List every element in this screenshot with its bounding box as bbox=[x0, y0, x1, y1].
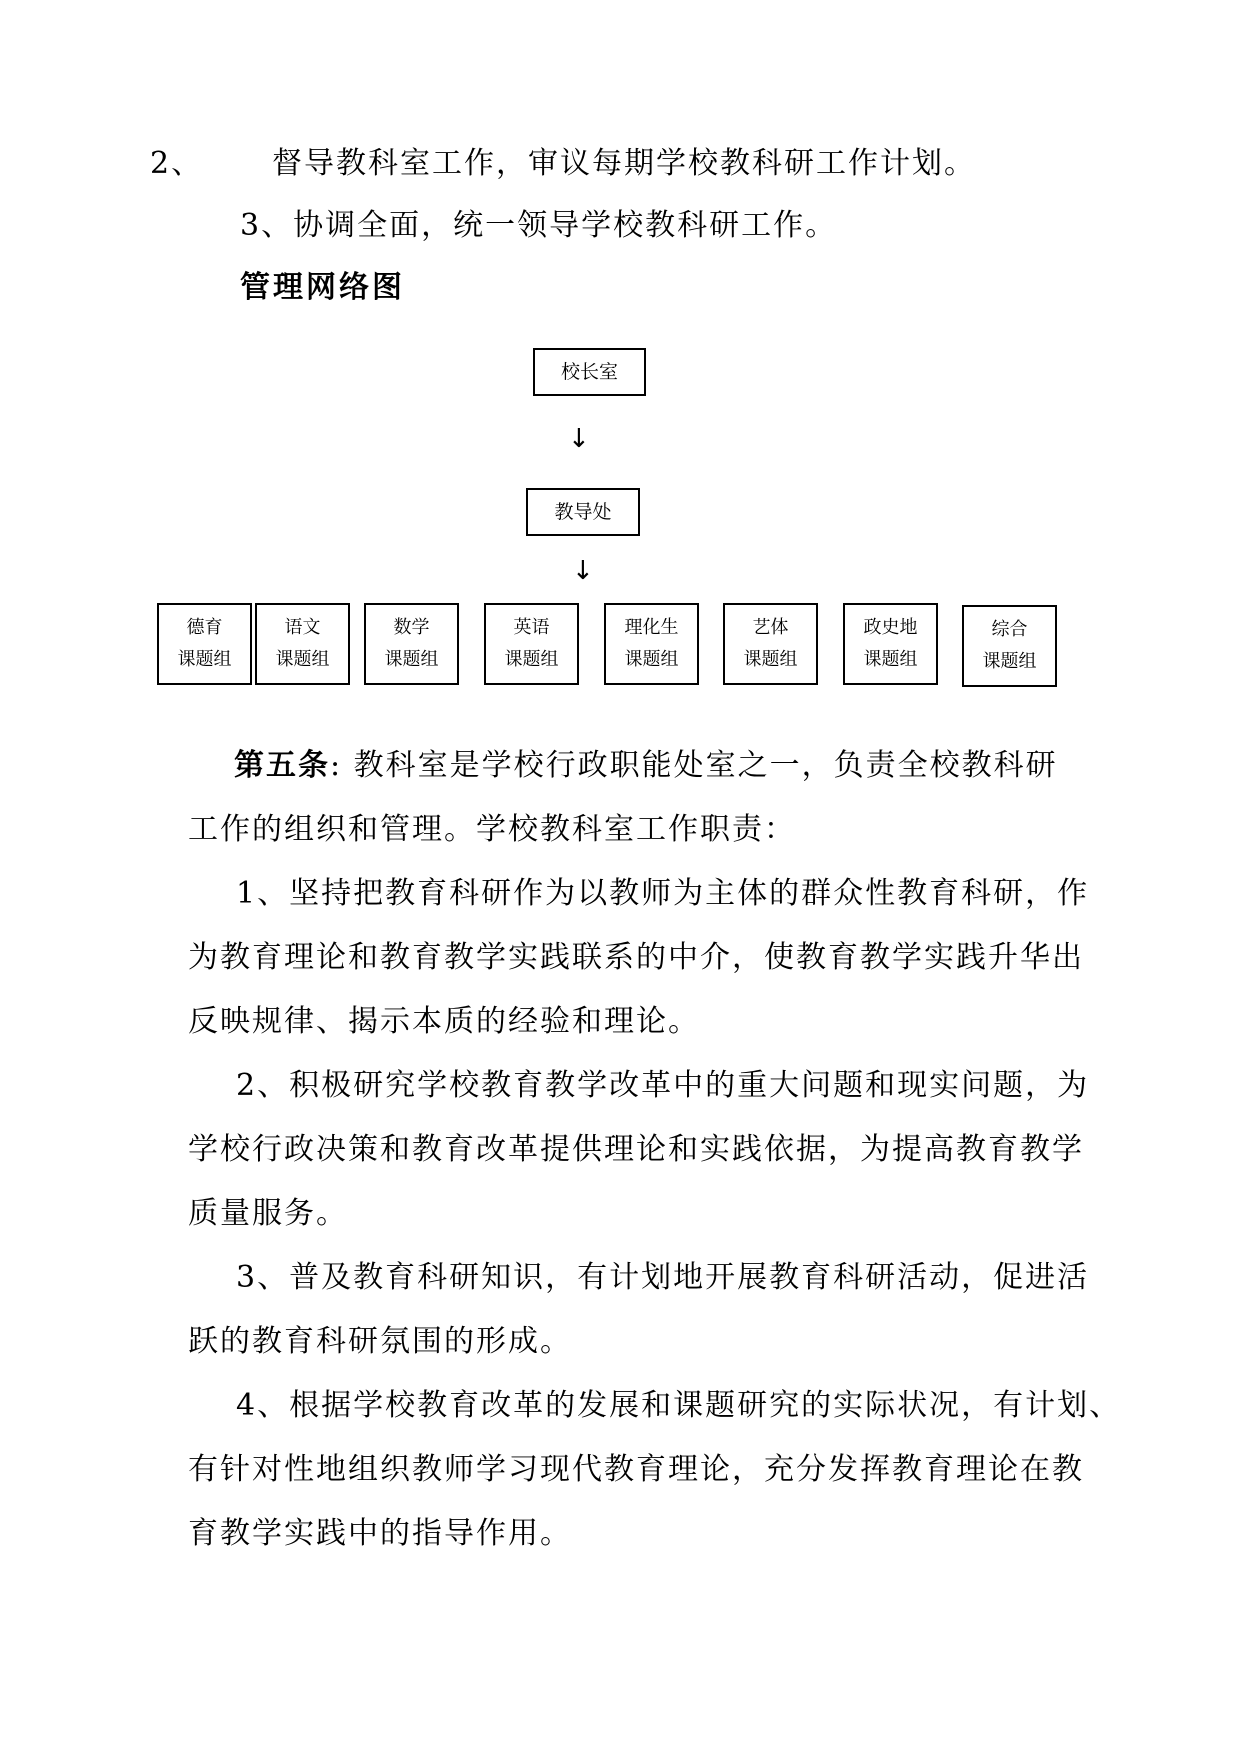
group-node-humanities bbox=[843, 603, 938, 685]
group-subject: 数学 bbox=[393, 617, 430, 638]
group-subject: 艺体 bbox=[752, 617, 789, 638]
group-type: 课题组 bbox=[384, 649, 439, 670]
article5-line-1 bbox=[234, 748, 1058, 784]
group-subject: 英语 bbox=[513, 617, 550, 638]
group-node-math bbox=[364, 603, 459, 685]
item-2-text: 督导教科室工作，审议每期学校教科研工作计划。 bbox=[272, 146, 976, 181]
group-type: 课题组 bbox=[504, 649, 559, 670]
network-heading: 管理网络图 bbox=[240, 270, 405, 305]
article5-line: 育教学实践中的指导作用。 bbox=[188, 1516, 572, 1551]
group-node-moral bbox=[157, 603, 252, 685]
academic-affairs-node bbox=[526, 488, 640, 536]
article5-intro: : 教科室是学校行政职能处室之一，负责全校教科研 bbox=[330, 748, 1058, 783]
group-subject: 理化生 bbox=[624, 617, 679, 638]
group-subject: 德育 bbox=[186, 617, 223, 638]
article5-line: 4、根据学校教育改革的发展和课题研究的实际状况，有计划、 bbox=[236, 1388, 1122, 1423]
group-node-arts bbox=[723, 603, 818, 685]
arrow-down-icon: ↓ bbox=[572, 556, 594, 586]
group-node-science bbox=[604, 603, 699, 685]
group-type: 课题组 bbox=[743, 649, 798, 670]
article5-line: 1、坚持把教育科研作为以教师为主体的群众性教育科研，作 bbox=[236, 876, 1090, 911]
group-node-chinese bbox=[255, 603, 350, 685]
article5-label: 第五条 bbox=[234, 748, 330, 783]
principal-office-label: 校长室 bbox=[560, 361, 618, 383]
article5-line: 有针对性地组织教师学习现代教育理论，充分发挥教育理论在教 bbox=[188, 1452, 1084, 1487]
article5-line: 学校行政决策和教育改革提供理论和实践依据，为提高教育教学 bbox=[188, 1132, 1084, 1167]
group-subject: 综合 bbox=[991, 619, 1028, 640]
principal-office-node bbox=[533, 348, 646, 396]
group-node-comprehensive bbox=[962, 605, 1057, 687]
article5-line: 2、积极研究学校教育教学改革中的重大问题和现实问题，为 bbox=[236, 1068, 1090, 1103]
academic-affairs-label: 教导处 bbox=[554, 501, 612, 523]
article5-line: 工作的组织和管理。学校教科室工作职责： bbox=[188, 812, 796, 847]
group-subject: 政史地 bbox=[863, 617, 918, 638]
group-type: 课题组 bbox=[863, 649, 918, 670]
article5-line: 质量服务。 bbox=[188, 1196, 348, 1231]
article5-line: 3、普及教育科研知识，有计划地开展教育科研活动，促进活 bbox=[236, 1260, 1090, 1295]
article5-line: 为教育理论和教育教学实践联系的中介，使教育教学实践升华出 bbox=[188, 940, 1084, 975]
group-node-english bbox=[484, 603, 579, 685]
article5-line: 跃的教育科研氛围的形成。 bbox=[188, 1324, 572, 1359]
article5-line: 反映规律、揭示本质的经验和理论。 bbox=[188, 1004, 700, 1039]
item-3-text: 3、协调全面，统一领导学校教科研工作。 bbox=[240, 208, 838, 243]
group-type: 课题组 bbox=[177, 649, 232, 670]
group-type: 课题组 bbox=[982, 651, 1037, 672]
group-type: 课题组 bbox=[275, 649, 330, 670]
group-subject: 语文 bbox=[284, 617, 321, 638]
arrow-down-icon: ↓ bbox=[568, 424, 590, 454]
item-2-number: 2、 bbox=[150, 146, 204, 181]
group-type: 课题组 bbox=[624, 649, 679, 670]
